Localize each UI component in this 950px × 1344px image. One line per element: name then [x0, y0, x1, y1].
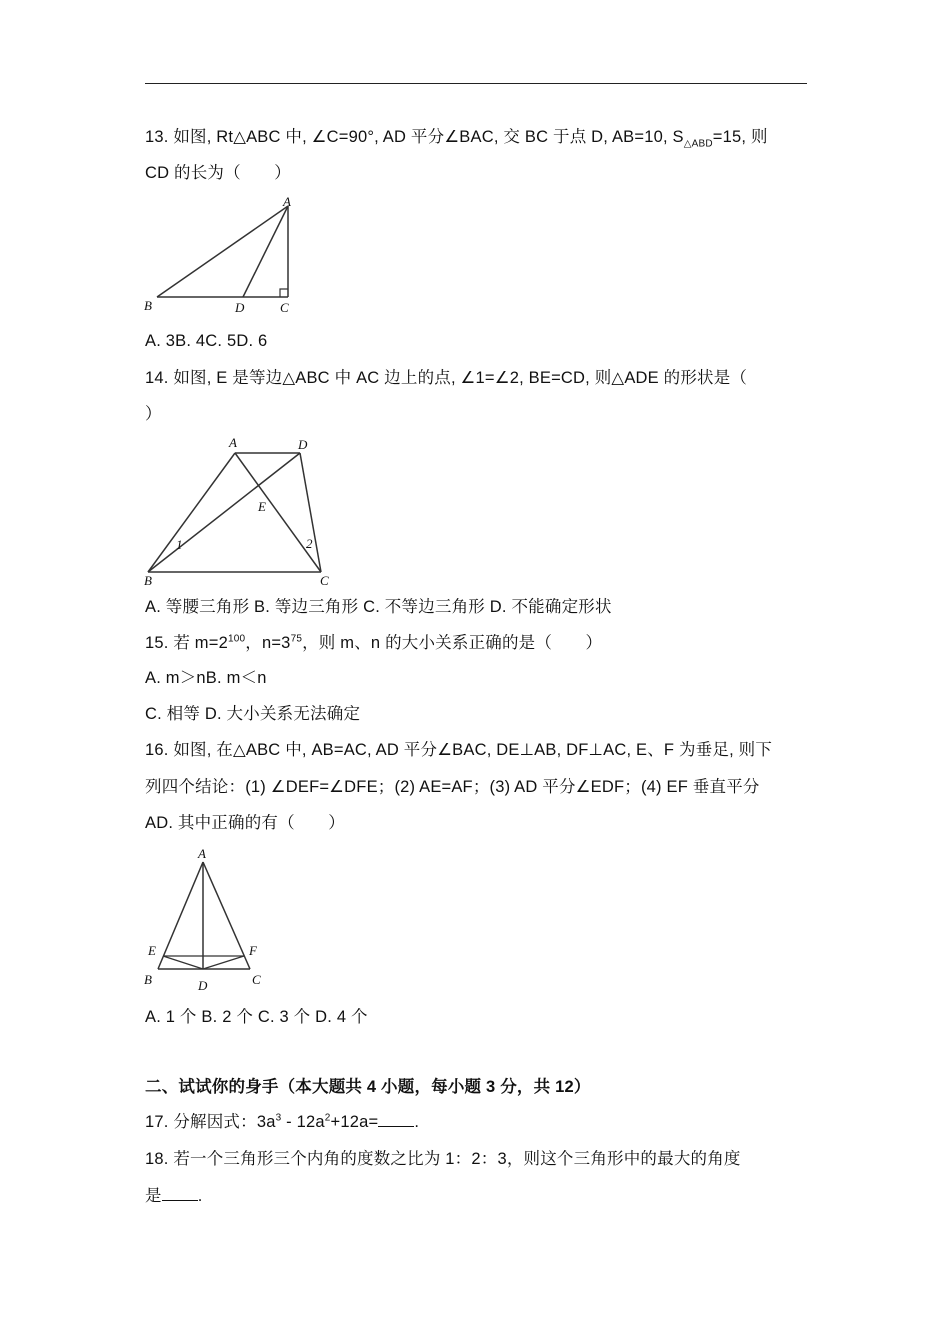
q13-label-D: D [235, 300, 245, 315]
q13-label-B: B [144, 298, 152, 313]
q18-line1: 18. 若一个三角形三个内角的度数之比为 1：2：3，则这个三角形中的最大的角度 [145, 1150, 741, 1168]
q14-label-2: 2 [306, 536, 313, 551]
q16-label-B: B [144, 972, 152, 987]
q16-label-F: F [249, 943, 257, 958]
q14-label-E: E [258, 499, 266, 514]
q14-figure [140, 432, 340, 590]
q16-line3: AD. 其中正确的有（ ） [145, 814, 345, 832]
q13-options: A. 3B. 4C. 5D. 6 [145, 332, 268, 350]
q13-label-C: C [280, 300, 289, 315]
q13-line2: CD 的长为（ ） [145, 164, 291, 182]
q16-line2: 列四个结论：(1) ∠DEF=∠DFE；(2) AE=AF；(3) AD 平分∠EDF；(4) EF 垂直平分 [145, 778, 760, 796]
q16-line1: 16. 如图, 在△ABC 中, AB=AC, AD 平分∠BAC, DE⊥AB, DF⊥AC, E、F 为垂足, 则下 [145, 741, 773, 759]
q18-line2: 是 . [145, 1187, 203, 1205]
q14-label-B: B [144, 573, 152, 588]
q16-label-A: A [198, 846, 206, 861]
q17-line: 17. 分解因式：$3a^3 - 12a^2+12a=$ . [145, 1112, 420, 1131]
q16-options: A. 1 个 B. 2 个 C. 3 个 D. 4 个 [145, 1008, 368, 1026]
q16-label-C: C [252, 972, 261, 987]
header-rule [145, 83, 807, 84]
q13-label-A: A [283, 194, 291, 209]
section2-heading: 二、试试你的身手（本大题共 4 小题，每小题 3 分，共 12） [145, 1078, 591, 1096]
q16-label-E: E [148, 943, 156, 958]
q14-line2: ） [145, 405, 162, 423]
q15-options-2: C. 相等 D. 大小关系无法确定 [145, 705, 361, 723]
q14-label-1: 1 [176, 537, 183, 552]
q14-label-D: D [298, 437, 308, 452]
q14-label-A: A [229, 435, 237, 450]
q14-options: A. 等腰三角形 B. 等边三角形 C. 不等边三角形 D. 不能确定形状 [145, 598, 612, 616]
q17-answer-blank [378, 1112, 414, 1127]
q15-line1: 15. 若 $m=2^{100}$，$n=3^{75}$，则 m、n 的大小关系正确的是（ ） [145, 633, 603, 652]
q14-label-C: C [320, 573, 329, 588]
q13-figure [140, 192, 300, 320]
q18-answer-blank [162, 1186, 198, 1201]
q14-line1: 14. 如图, E 是等边△ABC 中 AC 边上的点, ∠1=∠2, BE=CD, 则△ADE 的形状是（ [145, 369, 748, 387]
q16-figure [140, 844, 270, 996]
q15-options-1: A. m＞nB. m＜n [145, 669, 267, 687]
q13-line1: 13. 如图, Rt△ABC 中, ∠C=90°, AD 平分∠BAC, 交 BC 于点 D, AB=10, $S_{\triangle ABD}=15$, 则 [145, 128, 768, 150]
q16-label-D: D [198, 978, 208, 993]
